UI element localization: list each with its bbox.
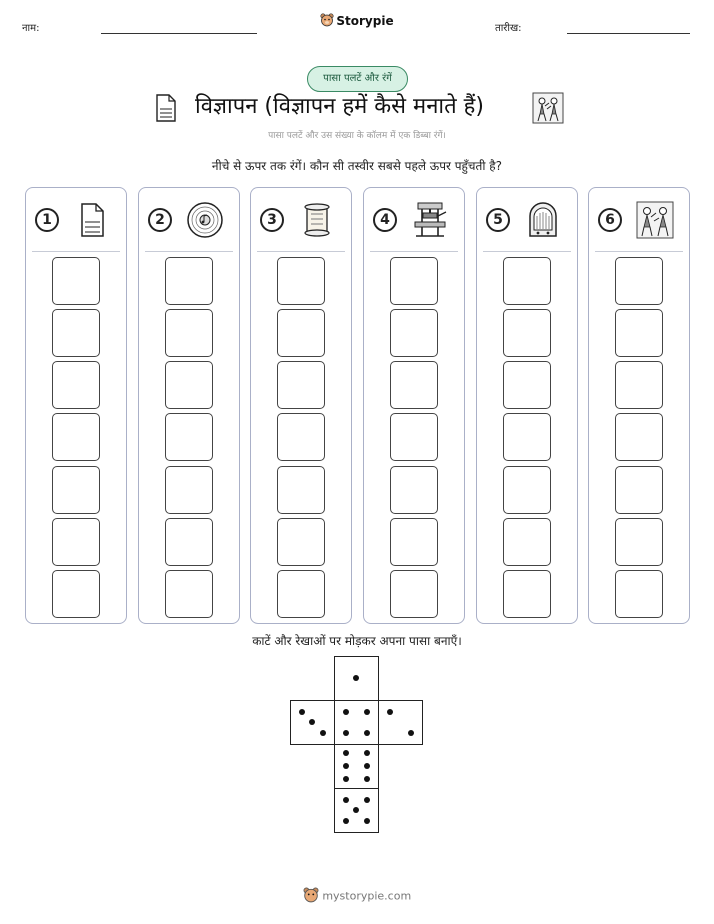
column-6 bbox=[588, 187, 690, 624]
pip bbox=[364, 776, 370, 782]
color-box[interactable] bbox=[615, 570, 663, 618]
date-label: तारीख: bbox=[495, 23, 522, 34]
pip bbox=[343, 797, 349, 803]
column-number: 6 bbox=[598, 208, 622, 232]
color-box[interactable] bbox=[390, 361, 438, 409]
pip bbox=[343, 750, 349, 756]
color-box[interactable] bbox=[277, 257, 325, 305]
column-5 bbox=[476, 187, 578, 624]
name-label: नाम: bbox=[22, 23, 40, 34]
color-box[interactable] bbox=[277, 466, 325, 514]
color-box[interactable] bbox=[503, 361, 551, 409]
color-box[interactable] bbox=[165, 518, 213, 566]
color-box[interactable] bbox=[277, 361, 325, 409]
column-number: 2 bbox=[148, 208, 172, 232]
pip bbox=[343, 709, 349, 715]
column-number: 1 bbox=[35, 208, 59, 232]
die-face-6 bbox=[334, 744, 379, 789]
bear-icon bbox=[303, 887, 319, 906]
color-box[interactable] bbox=[277, 309, 325, 357]
die-face-3 bbox=[290, 700, 335, 745]
color-box[interactable] bbox=[165, 413, 213, 461]
column-2 bbox=[138, 187, 240, 624]
footer-url[interactable]: mystorypie.com bbox=[322, 889, 412, 903]
color-box[interactable] bbox=[503, 518, 551, 566]
subtitle: पासा पलटें और उस संख्या के कॉलम में एक डिब्बा रंगें। bbox=[268, 131, 446, 141]
column-header bbox=[477, 188, 577, 250]
footer bbox=[0, 887, 714, 906]
column-1 bbox=[25, 187, 127, 624]
pip bbox=[364, 730, 370, 736]
color-box[interactable] bbox=[503, 257, 551, 305]
die-face-5 bbox=[334, 788, 379, 833]
pip bbox=[320, 730, 326, 736]
activity-tag: पासा पलटें और रंगें bbox=[307, 66, 408, 92]
pip bbox=[299, 709, 305, 715]
color-box[interactable] bbox=[390, 466, 438, 514]
column-divider bbox=[483, 251, 571, 252]
pip bbox=[364, 818, 370, 824]
name-line[interactable] bbox=[101, 33, 257, 34]
pip bbox=[353, 675, 359, 681]
printing-press-icon bbox=[410, 200, 450, 240]
color-box[interactable] bbox=[390, 257, 438, 305]
color-box[interactable] bbox=[390, 413, 438, 461]
color-box[interactable] bbox=[615, 361, 663, 409]
bear-icon bbox=[320, 13, 334, 30]
color-box[interactable] bbox=[615, 518, 663, 566]
scroll-icon bbox=[297, 200, 337, 240]
color-box[interactable] bbox=[615, 257, 663, 305]
cut-instruction: काटें और रेखाओं पर मोड़कर अपना पासा बनाएँ। bbox=[252, 634, 462, 648]
pip bbox=[408, 730, 414, 736]
color-box[interactable] bbox=[52, 413, 100, 461]
brand-logo bbox=[0, 13, 714, 30]
instruction-text: नीचे से ऊपर तक रंगें। कौन सी तस्वीर सबसे पहले ऊपर पहुँचती है? bbox=[211, 159, 503, 173]
color-box[interactable] bbox=[277, 413, 325, 461]
color-box[interactable] bbox=[277, 518, 325, 566]
town-crier-icon bbox=[532, 92, 564, 128]
column-header bbox=[251, 188, 351, 250]
pip bbox=[343, 818, 349, 824]
color-box[interactable] bbox=[52, 257, 100, 305]
color-box[interactable] bbox=[503, 570, 551, 618]
color-box[interactable] bbox=[52, 570, 100, 618]
town-crier-icon bbox=[635, 200, 675, 240]
column-4 bbox=[363, 187, 465, 624]
color-box[interactable] bbox=[615, 466, 663, 514]
column-header bbox=[589, 188, 689, 250]
color-box[interactable] bbox=[52, 309, 100, 357]
pip bbox=[364, 797, 370, 803]
vinyl-record-icon bbox=[185, 200, 225, 240]
pip bbox=[343, 730, 349, 736]
color-box[interactable] bbox=[615, 413, 663, 461]
color-box[interactable] bbox=[165, 309, 213, 357]
pip bbox=[387, 709, 393, 715]
color-box[interactable] bbox=[165, 570, 213, 618]
color-box[interactable] bbox=[390, 570, 438, 618]
column-3 bbox=[250, 187, 352, 624]
document-icon bbox=[72, 200, 112, 240]
color-box[interactable] bbox=[503, 309, 551, 357]
color-box[interactable] bbox=[165, 361, 213, 409]
column-header bbox=[139, 188, 239, 250]
pip bbox=[364, 709, 370, 715]
color-box[interactable] bbox=[503, 466, 551, 514]
document-icon bbox=[155, 94, 177, 126]
color-box[interactable] bbox=[165, 466, 213, 514]
column-number: 5 bbox=[486, 208, 510, 232]
brand-name: Storypie bbox=[336, 14, 394, 28]
color-box[interactable] bbox=[390, 518, 438, 566]
die-face-1 bbox=[334, 656, 379, 701]
color-box[interactable] bbox=[390, 309, 438, 357]
column-number: 4 bbox=[373, 208, 397, 232]
color-box[interactable] bbox=[52, 361, 100, 409]
pip bbox=[343, 776, 349, 782]
pip bbox=[309, 719, 315, 725]
pip bbox=[364, 750, 370, 756]
die-face-4 bbox=[334, 700, 379, 745]
pip bbox=[353, 807, 359, 813]
pip bbox=[343, 763, 349, 769]
pip bbox=[364, 763, 370, 769]
column-number: 3 bbox=[260, 208, 284, 232]
column-divider bbox=[145, 251, 233, 252]
color-box[interactable] bbox=[615, 309, 663, 357]
column-header bbox=[26, 188, 126, 250]
column-divider bbox=[370, 251, 458, 252]
column-divider bbox=[595, 251, 683, 252]
column-header bbox=[364, 188, 464, 250]
color-box[interactable] bbox=[277, 570, 325, 618]
column-divider bbox=[32, 251, 120, 252]
die-face-2 bbox=[378, 700, 423, 745]
radio-icon bbox=[523, 200, 563, 240]
color-box[interactable] bbox=[503, 413, 551, 461]
column-divider bbox=[257, 251, 345, 252]
date-line[interactable] bbox=[567, 33, 690, 34]
color-box[interactable] bbox=[52, 518, 100, 566]
color-box[interactable] bbox=[52, 466, 100, 514]
page-title: विज्ञापन (विज्ञापन हमें कैसे मनाते हैं) bbox=[195, 94, 484, 119]
color-box[interactable] bbox=[165, 257, 213, 305]
title-row bbox=[0, 88, 714, 128]
